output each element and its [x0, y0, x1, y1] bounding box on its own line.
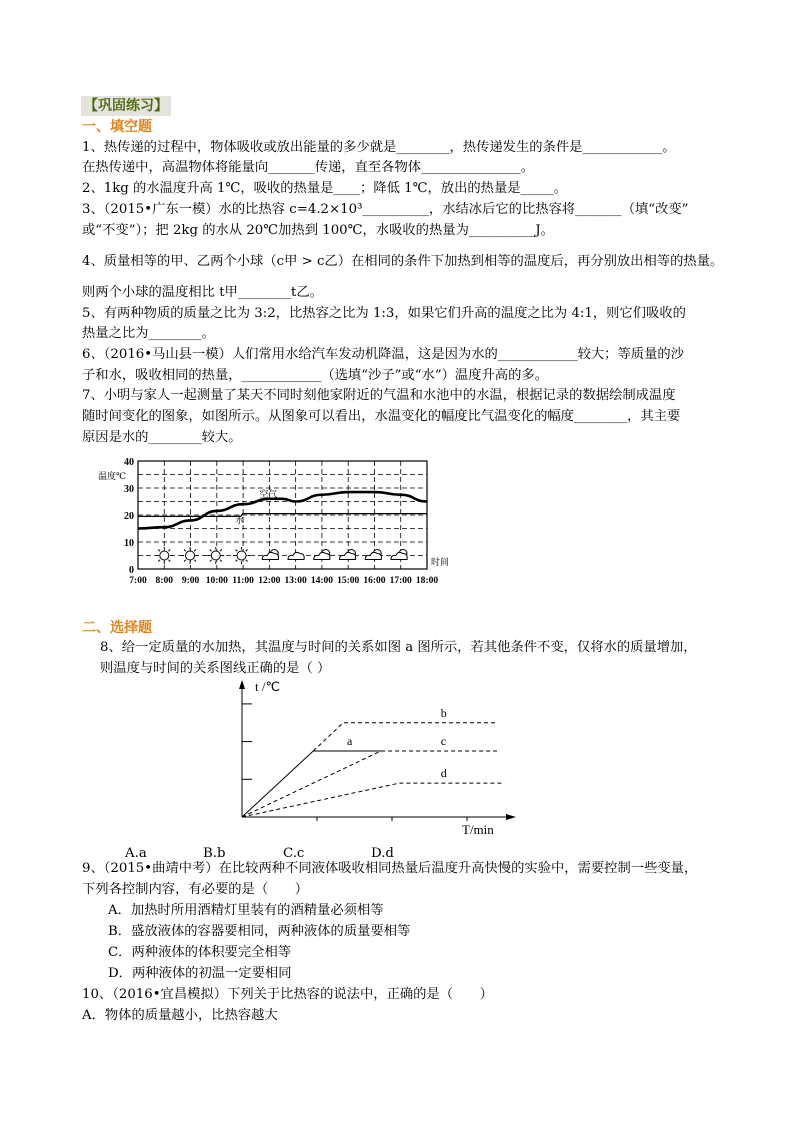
q1-line1: 1、热传递的过程中，物体吸收或放出能量的多少就是________，热传递发生的条件是____________。 [82, 140, 676, 155]
q10-option-a: A．物体的质量越小，比热容越大 [82, 1008, 278, 1023]
x-tick-label: 15:00 [337, 576, 360, 586]
q6-line1: 6、（2016•马山县一模）人们常用水给汽车发动机降温，这是因为水的____________较大；等质量的沙 [82, 347, 684, 362]
q8-line1: 8、给一定质量的水加热，其温度与时间的关系如图 a 图所示，若其他条件不变，仅将水的质量增加， [100, 640, 697, 655]
series-label-d: d [440, 766, 447, 781]
line-d [242, 783, 505, 817]
q8-option-d: D.d [371, 846, 394, 861]
q9-line1: 9、（2015•曲靖中考）在比较两种不同液体吸收相同热量后温度升高快慢的实验中，需要控制一些变量， [82, 861, 698, 876]
y-tick-label: 20 [124, 511, 134, 522]
x-tick-label: 10:00 [205, 576, 228, 586]
line-c [242, 751, 497, 817]
x-tick-label: 8:00 [155, 576, 173, 586]
q7-line2: 随时间变化的图象，如图所示。从图象可以看出，水温变化的幅度比气温变化的幅度________，其主要 [82, 409, 681, 424]
series-label-water: 水 [235, 516, 245, 527]
q8-option-b: B.b [203, 846, 226, 861]
q9-line2: 下列各控制内容，有必要的是（ ） [82, 882, 309, 897]
x-tick-label: 17:00 [389, 576, 412, 586]
series-label-b: b [440, 705, 447, 720]
x-tick-label: 14:00 [310, 576, 333, 586]
x-tick-label: 12:00 [258, 576, 281, 586]
x-tick-label: 7:00 [129, 576, 147, 586]
q9-option-c: C．两种液体的体积要完全相等 [108, 945, 292, 960]
q4-line2: 则两个小球的温度相比 t甲________t乙。 [82, 285, 323, 300]
x-axis-arrow-icon [506, 814, 516, 820]
y-axis-arrow-icon [239, 680, 245, 689]
q4-line1: 4、质量相等的甲、乙两个小球（c甲 > c乙）在相同的条件下加热到相等的温度后，再分别放出相等的热量。 [82, 254, 724, 269]
y-tick-label: 30 [124, 484, 134, 495]
q3-line1: 3、（2015•广东一模）水的比热容 c=4.2×10³__________，水结冰后它的比热容将_______（填“改变” [82, 202, 689, 217]
section-header: 【巩固练习】 [81, 96, 171, 116]
x-tick-label: 9:00 [181, 576, 200, 586]
q9-option-a: A．加热时所用酒精灯里装有的酒精量必须相等 [108, 903, 384, 918]
section-title-fill-blank: 一、填空题 [82, 119, 152, 135]
q3-line2: 或“不变”）；把 2kg 的水从 20℃加热到 100℃，水吸收的热量为__________J。 [82, 223, 554, 238]
q5-line2: 热量之比为________。 [82, 326, 215, 341]
y-tick-label: 0 [129, 565, 134, 576]
series-label-air: 空气 [259, 490, 278, 501]
q5-line1: 5、有两种物质的质量之比为 3:2，比热容之比为 1:3，如果它们升高的温度之比为 4:1，则它们吸收的 [82, 306, 686, 321]
line-b [313, 723, 497, 751]
x-axis-label: 时间 [431, 558, 450, 568]
q10: 10、（2016•宜昌模拟）下列关于比热容的说法中，正确的是（ ） [82, 987, 493, 1002]
q8-line2: 则温度与时间的关系图线正确的是（ ） [100, 661, 331, 676]
q8-option-c: C.c [283, 846, 305, 861]
q9-option-d: D．两种液体的初温一定要相同 [108, 966, 292, 981]
y-axis-label: 温度℃ [98, 472, 127, 482]
x-tick-label: 11:00 [232, 576, 254, 586]
y-axis-label: t /℃ [255, 679, 281, 694]
q2: 2、1kg 的水温度升高 1℃，吸收的热量是____；降低 1℃，放出的热量是_____。 [82, 181, 568, 196]
q7-line1: 7、小明与家人一起测量了某天不同时刻他家附近的气温和水池中的水温，根据记录的数据绘制成温度 [82, 388, 676, 403]
series-label-a: a [347, 734, 353, 749]
x-axis-label: T/min [462, 822, 494, 837]
x-tick-label: 18:00 [415, 576, 439, 586]
q9-option-b: B．盛放液体的容器要相同，两种液体的质量要相等 [108, 924, 411, 939]
q7-line3: 原因是水的________较大。 [82, 430, 242, 445]
q6-line2: 子和水，吸收相同的热量，____________（选填“沙子”或“水”）温度升高的多。 [82, 368, 548, 383]
y-tick-label: 10 [124, 538, 134, 549]
q1-line2: 在热传递中，高温物体将能量向_______传递，直至各物体_______________。 [82, 160, 535, 175]
x-tick-label: 13:00 [284, 576, 307, 586]
section-title-choice: 二、选择题 [82, 620, 152, 636]
x-tick-label: 16:00 [363, 576, 386, 586]
y-tick-label: 40 [124, 457, 134, 468]
series-label-c: c [440, 734, 447, 749]
q8-option-a: A.a [125, 846, 147, 861]
